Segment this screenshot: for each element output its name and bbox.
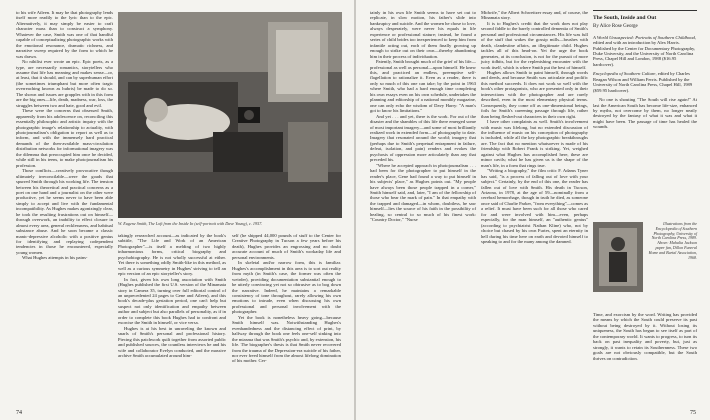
paragraph: Yet the book is nonetheless heavy going—because Smith himself was. Notwithstanding Hughes's evenhandedness and the distancing effect of print, by halfway through the book one feels one-self sinking into the miasma that was Smith's psychic and, by extension, his life. The biographer's thesis is that Smith never recovered from the trauma of the Depression-era suicide of his father, nor ever freed himself from the almost lifelong domination of his mother. Cer- [232, 314, 341, 364]
review-author: By Alice Rose George [593, 23, 638, 29]
book-title: A World Unsuspected: Portraits of Southern Childhood [593, 34, 695, 40]
right-column-2 [481, 10, 588, 410]
paragraph: takingly researched account—as indicated by the book's subtitle, "The Life and Work of an American Photographer"—is itself a melding of two highly inharmonious forms, critical biography and psychobiography. He is not wholly successful at either. Yet there is something oddly Smith-like in this method, as well as a curious symmetry in Hughes' striving to tell an epic version of an epic storyteller's story. [118, 233, 226, 277]
review-rule [593, 10, 697, 11]
paragraph: No one is shouting "The South will rise again!" At last the American South has become life-size, enhanced by myths, not overcome by them, no longer neatly destroyed by the fantasy of what it was and what it might have been. The passage of time has healed the wounds. [593, 97, 697, 130]
book-details: , edited and with an introduction by Alex Harris. Published by the Center for Documentary Photography, Duke University, and the University of North Carolina Press, Chapel Hill and London, 1988 ($16.95 hardcover). [593, 34, 696, 67]
book-entry [593, 35, 697, 68]
paragraph: self (he shipped 44,000 pounds of stuff to the Center for Creative Photography in Tucson a few years before his death), Hughes provides an engrossing and no doubt accurate account of much of Smith's workaday life and personal environments. [232, 233, 341, 260]
photo-caption: W. Eugene Smith, The Loft from the Inside In (self-portrait with Dave Young), c. 1957. [118, 221, 263, 226]
book-details: , edited by Charles Reagan Wilson and William Ferris. Published by the University of North Carolina Press, Chapel Hill, 1989 ($59.95 hardcover). [593, 71, 693, 93]
left-page [0, 0, 354, 420]
paragraph: to his wife Aileen. It may be that photography lends itself more readily to the lyric than to the epic. Alternatively, it may simply be easier to craft character mass than to construct a symphony. Whatever the case, Smith was one of that handful capable of conceptualizing photographic works with the emotional resonance, dramatic richness, and narrative sweep required by the form to which he was drawn. [16, 10, 113, 59]
paragraph: In fact, given his own long association with Smith (Hughes published the first U.S. version of the Minamata story in Camera 35, turning over full editorial control of an unprecedented 24 pages to Gene and Aileen), and this book's decade-plus gestation period, one can't help but suspect not only identification and empathy between author and subject but also parallels of personality, as if in order to complete this book Hughes had to confront and exorcise the Smith in himself, or vice versa. [118, 276, 226, 326]
photo-image [118, 12, 342, 218]
paragraph: tainly in his own life Smith seems to have set out to replicate, in slow motion, his father's slide into bankruptcy and suicide. And the women he chose to love, always desperately, were never his equals in life experience or professional stature; instead, he found a series of child brides too inexperienced to keep him from infantile acting out, each of them finally growing up enough to strike out on their own—thereby abandoning him in their process of individuation. [370, 10, 477, 59]
paragraph: No nihilist ever wrote an epic. Epic poets, as a type, are necessarily romantics, storytellers who assume that life has meaning and makes sense—or, at least, that it should, and can by superhuman effort (the sometimes triumphant but more often tragic overreaching known as hubris) be made to do so. The shown and issues are grapples with in this form are the big ones—life, death, madness, war, loss, the struggles between two and hate, good and evil. [16, 59, 113, 108]
book-entry [593, 71, 697, 93]
paragraph: Patently, Smith brought much of the grief of his life—professional as well as personal—upon himself. He knew this, and practiced an endless, preemptive self-flagellation to rationalize it. Even as a reader, there is only so much of this one can take; by the point in 1963 where Smith, who had a hard enough time completing his own essays even on his own schedule, undertakes the planning and editorship of a national monthly magazine, one can only echo the wisdom of Davy Harry: "A man's got to know his limitations." [370, 59, 476, 114]
paragraph: Hughes is at his best in unraveling the known and snarls of Smith's personal and professional history. Piecing this patchwork quilt together from assorted public and published sources, the countless interviews he and his wife and collaborator Evelyn conducted, and the massive archive Smith accumulated around him- [118, 325, 226, 358]
page-number: 75 [690, 410, 696, 416]
book-title: Encyclopedia of Southern Culture [593, 71, 656, 77]
left-column-2 [118, 233, 226, 408]
paragraph: Hughes allows Smith to paint himself, through words and deeds, and because Smith was articulate and prolific this method succeeds. It does not work so well with the book's other protagonists, who are presented only in their intersections with the photographer and are rarely described, even in the most elementary physical terms. Consequently, they come off as one-dimensional beings, foils for Smith's careening passage through life, rather than being fleshed-out characters in their own right. [481, 69, 588, 119]
review-title: The South, Inside and Out [593, 15, 657, 21]
paragraph: These were the concerns that obsessed Smith, apparently from his adolescence on, reconciling this essentially philosophic and artistic inquiry with the photographic image's relationship to actuality, with photojournalism's obligation to report as well as to inform, and with the immensely hard practical demands of the then-available mass-circulation distribution networks for informational imagery was the dilemma that preoccupied him once he decided, while still in his teens, to make photojournalism his profession. [16, 108, 113, 168]
paragraph: "Writing a biography," the film critic F. Adams Tyner has said, "is a process of falling out of love with your subject." Certainly, by the end of this one, the reader has fallen out of love with Smith. His death in Tucson, Arizona, in 1978, at the age of 59—nominally from a cerebral hemorrhage, though in truth he died, as someone once said of Charlie Parker, "from everything"—comes as a relief. It must have been such for all those who cared for and were involved with him—even, perhaps especially, for the man himself, an "authentic genius" (according to psychiatrist Nathan Kline) who, not by choice but chased by his own Furies, spent an eternity in hell during his time here on earth and devoted himself to speaking to and for the many among the damned. [481, 168, 588, 245]
paragraph: Those conflicts—creatively provocative though ultimately irreconcilable—were the goads that spurred Smith through his working life. The tension between his theoretical and practical concerns as a poet on one hand and a journalist on the other were productive, yet he seems never to have been able simply to accept and live with the fundamental incompatibility. As Hughes makes agonizingly clear, he took the resulting frustrations out on himself—through overwork, an inability to effect closure in almost every area, general recklessness, and habitual substance abuse. And he soon became a classic manic-depressive alcoholic with a positive genius for identifying and replaying codependent tendencies in those he encountered, especially young women. [16, 168, 113, 255]
paragraph: Time, and exorcism by the word. Writing has provided the means by which the South could preserve its past without being destroyed by it. Without losing its uniqueness, the South has begun to see itself as part of the contemporary world. It wants to progress, to turn its back on past inequality and poverty, but, just as strongly, it wants to retain its Southernness. These two goals are not obviously compatible, but the South thrives on contradiction. [593, 312, 697, 361]
inset-caption: Illustrations from the Encyclopedia of Southern Photography, University of North Carolina Press, 1989. Above: Mahalia Jackson paper fan, Dillon Funeral Home and Burial Association, 1968. [648, 221, 697, 260]
page-number: 74 [16, 410, 22, 416]
paragraph: And yet . . . and yet, there is the work. For out of the disaster and the shambles of this life there emerged some of most important imagery—and some of most brilliantly realized work in extended form—of photography to date. Imagery that resonated around the world; imagery that (perhaps due to Smith's perpetual entrapment in failure, defeat, isolation, and pain) renders and evokes the psychosis of oppression more articulately than any that preceded his. [370, 113, 476, 163]
right-page [356, 0, 710, 420]
right-column-1 [370, 10, 476, 410]
left-column-1 [16, 10, 113, 416]
self-portrait-photo [118, 12, 342, 218]
paragraph: "Where he accepted approach in photojournalism . . . had been for the photographer to put himself in the reader's place, Gene had found a way to put himself in his subjects' place," as Hughes points out. "My people have always been those people trapped in a corner," Smith himself said, and, later, "I am of the fellowship of those who bear the mark of pain." In that empathy with the trapped and damaged—in whom, doubtless, he saw himself—lies the source of his faith in the possibility of healing, so central to so much of his finest work: "Country Doctor," "Nurse [370, 162, 476, 223]
review-continued [593, 312, 697, 410]
paragraph: In skeletal and/or narrow form, this is familiar. Hughes's accomplishment in this area is to sort out reality from myth (in Smith's case, the former was often the weirder), providing documentation substantial enough to be utterly convincing yet not so obtrusive as to bog down the narrative. Indeed, he maintains a remarkable consistency of tone throughout, rarely allowing his own emotions to intrude, even when discussing his own professional and personal involvement with the photographer. [232, 260, 341, 315]
left-column-3 [232, 233, 341, 408]
inset-photo [593, 222, 643, 292]
book-list [593, 35, 697, 94]
paragraph: I have other complaints as well. Smith's involvement with music was lifelong, but no extended discussion of the influence of music on his conception of photography is included, while all the key photographic breakthroughs are. The fact that no mention whatsoever is made of his friendship with Robert Frank is striking. Yet, weighed against what Hughes has accomplished here, these are minor cavils; what he has given us is the shape of the man's life, in a form that rings true. [481, 119, 588, 168]
paragraph: Midwife," the Albert Schweitzer essay and, of course, the Minamata story. [481, 10, 588, 21]
paragraph: It is to Hughes's credit that the work does not play second fiddle to the barely controlled dementia of Smith's personal and professional circumstances. His life was full of the stuff that wakes the gossip mills—brushes with death, clandestine affairs, an illegitimate child. Hughes tackles all of this head-on. Yet the urge the book generates, at its conclusion, is not for the pursuit of more juicy tidbits, but for the replenishing encounter with the work itself, which is where Smith put the best of himself. [481, 20, 588, 70]
inset-image [593, 222, 643, 292]
paragraph: What Hughes attempts in his pains- [22, 255, 88, 261]
